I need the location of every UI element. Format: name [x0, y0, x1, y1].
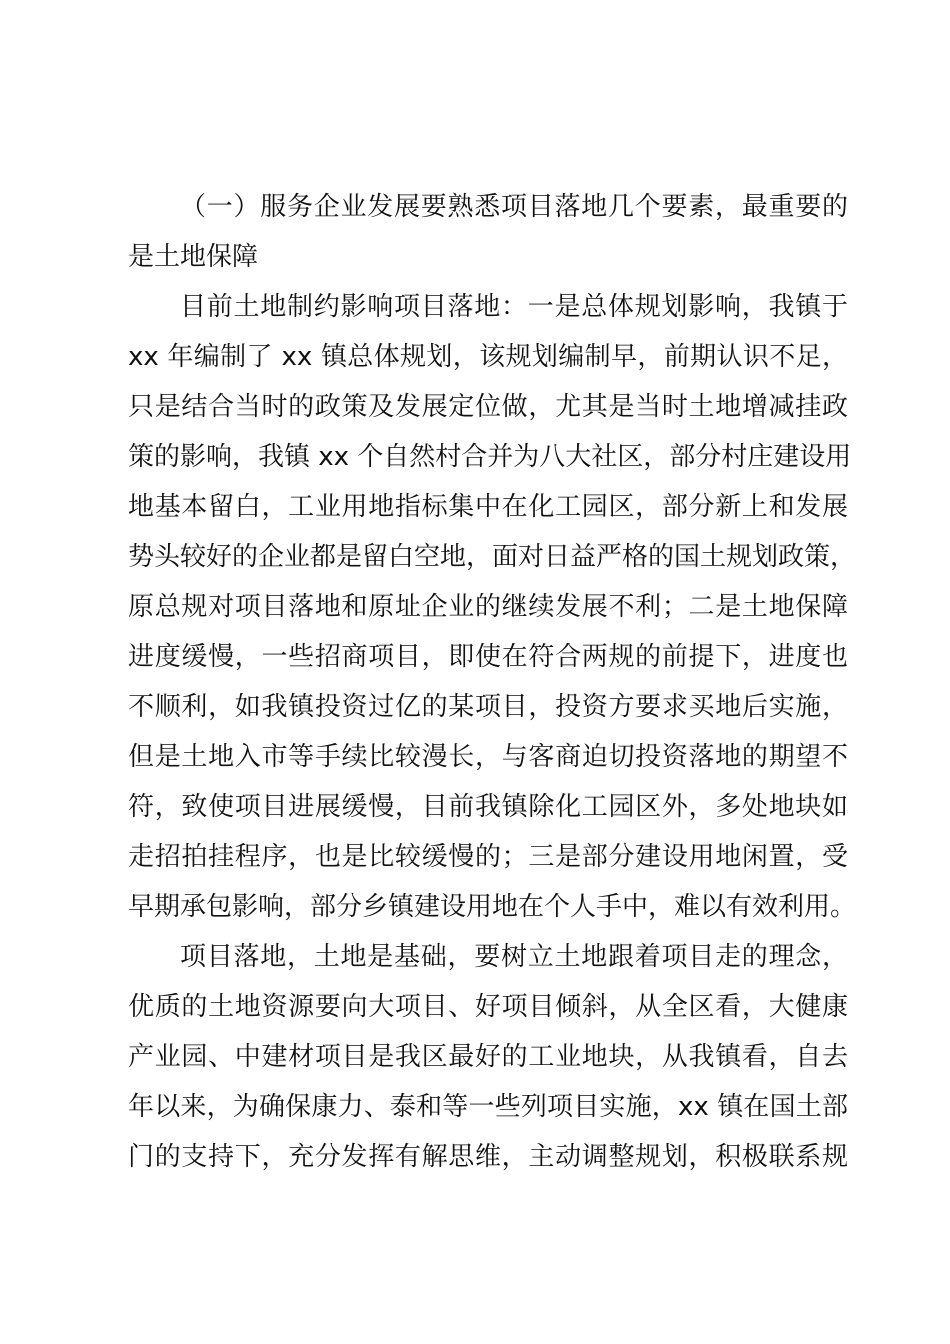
paragraph-line: 目前土地制约影响项目落地：一是总体规划影响，我镇于	[180, 292, 848, 322]
section-heading	[128, 182, 848, 282]
paragraph-line: 项目落地，土地是基础，要树立土地跟着项目走的理念，	[180, 942, 848, 972]
paragraph-line: 优质的土地资源要向大项目、好项目倾斜，从全区看，大健康	[128, 992, 848, 1022]
paragraph-line: 年以来，为确保康力、泰和等一些列项目实施，xx 镇在国土部	[128, 1092, 848, 1122]
paragraph-line: 产业园、中建材项目是我区最好的工业地块，从我镇看，自去	[128, 1042, 848, 1072]
paragraph-line: 符，致使项目进展缓慢，目前我镇除化工园区外，多处地块如	[128, 792, 848, 822]
paragraph-line: 走招拍挂程序，也是比较缓慢的；三是部分建设用地闲置，受	[128, 842, 848, 872]
paragraph-line: 地基本留白，工业用地指标集中在化工园区，部分新上和发展	[128, 492, 848, 522]
paragraph-2	[128, 932, 848, 1182]
paragraph-line: 只是结合当时的政策及发展定位做，尤其是当时土地增减挂政	[128, 392, 848, 422]
paragraph-line: 势头较好的企业都是留白空地，面对日益严格的国土规划政策，	[128, 542, 857, 572]
document-body	[128, 182, 857, 1182]
paragraph-line: xx 年编制了 xx 镇总体规划，该规划编制早，前期认识不足，	[128, 342, 848, 372]
paragraph-line: 不顺利，如我镇投资过亿的某项目，投资方要求买地后实施，	[128, 692, 848, 722]
heading-line: （一）服务企业发展要熟悉项目落地几个要素，最重要的	[180, 192, 848, 222]
paragraph-1	[128, 282, 857, 932]
paragraph-line: 原总规对项目落地和原址企业的继续发展不利；二是土地保障	[128, 592, 848, 622]
heading-line: 是土地保障	[128, 242, 259, 272]
paragraph-line: 门的支持下，充分发挥有解思维，主动调整规划，积极联系规	[128, 1142, 848, 1172]
paragraph-line: 但是土地入市等手续比较漫长，与客商迫切投资落地的期望不	[128, 742, 848, 772]
paragraph-line: 策的影响，我镇 xx 个自然村合并为八大社区，部分村庄建设用	[128, 442, 852, 472]
paragraph-line: 进度缓慢，一些招商项目，即使在符合两规的前提下，进度也	[128, 642, 848, 672]
paragraph-line: 早期承包影响，部分乡镇建设用地在个人手中，难以有效利用。	[128, 892, 857, 922]
